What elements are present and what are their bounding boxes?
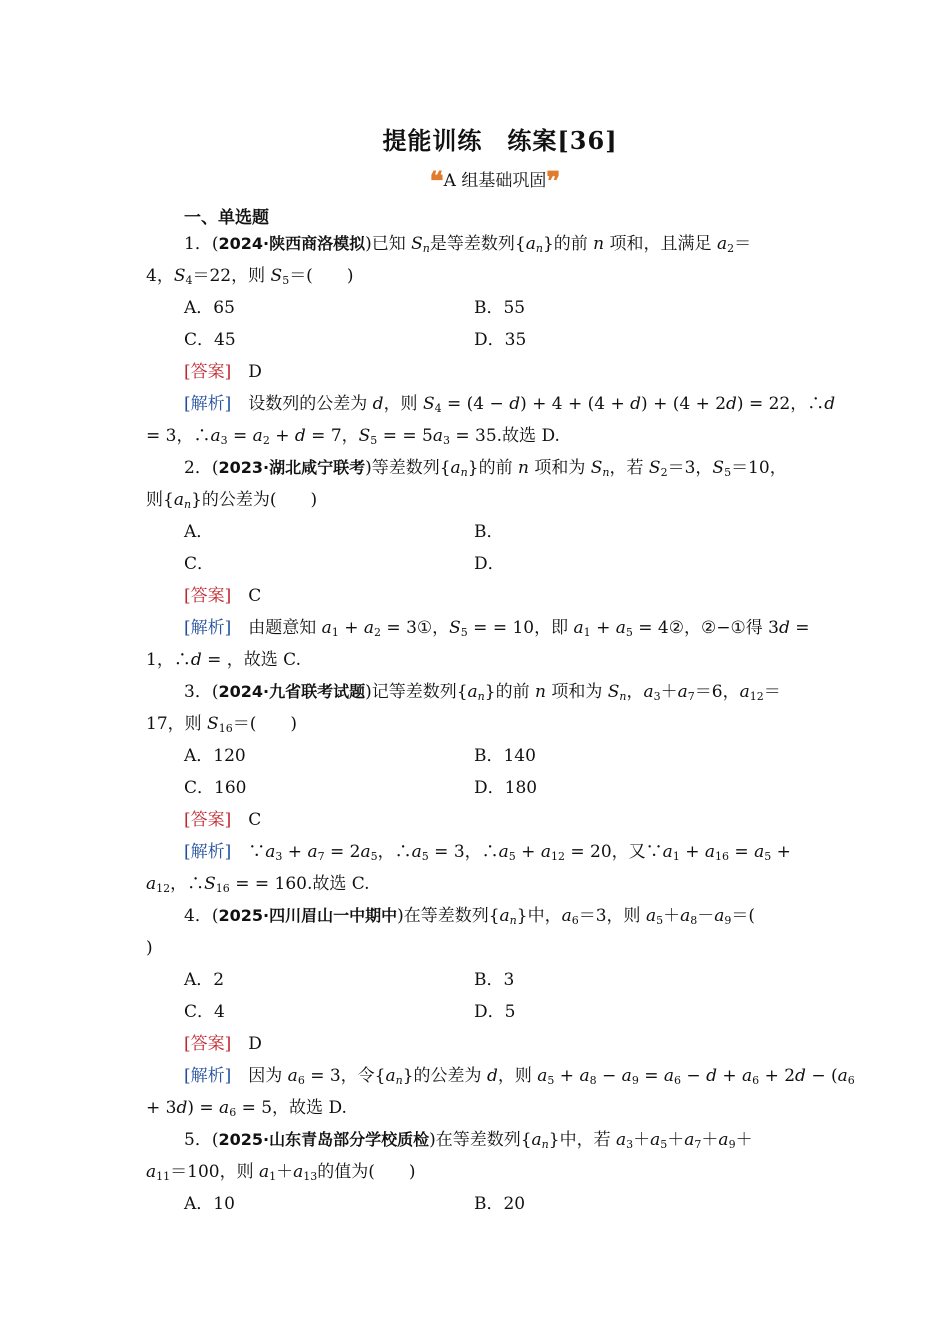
question-3-option-a: A．120 (184, 746, 246, 766)
question-4-option-d: D．5 (474, 1002, 516, 1022)
question-2-answer (184, 585, 806, 607)
question-3-option-c: C．160 (184, 778, 247, 798)
question-2-option-d: D． (474, 554, 505, 574)
question-3-stem-cont: 17，则 $S_{16}=$( ) (146, 714, 297, 735)
question-source: 2025·四川眉山一中期中 (218, 906, 398, 925)
question-2-option-a: A． (184, 522, 214, 542)
explanation-tag: [解析] (184, 1066, 232, 1086)
question-5-stem: 5．(2025·山东青岛部分学校质检)在等差数列$\{a_n\}$中，若 $a_3+a_5+a_7+a_9+$ (184, 1130, 753, 1151)
question-4-option-a: A．2 (184, 970, 225, 990)
question-3-stem: 3．(2024·九省联考试题)记等差数列$\{a_n\}$的前 n 项和为 $S_n$，$a_3+a_7=6$，$a_{12}=$ (184, 682, 781, 703)
question-1-explanation: [解析] 设数列的公差为 d，则 $S_4 = (4 - d) + 4 + (4 + d) + (4 + 2d) = 22$，∴d (184, 394, 836, 415)
question-4-explanation-cont: + $3d) = a_6 = 5$，故选 D. (146, 1098, 347, 1119)
question-source: 2023·湖北咸宁联考 (218, 458, 366, 477)
answer-value: C (248, 810, 262, 830)
question-1-option-a: A．65 (184, 298, 235, 318)
question-3-option-b: B．140 (474, 746, 536, 766)
question-4-option-b: B．3 (474, 970, 515, 990)
close-quote-icon: ❞ (546, 167, 561, 197)
question-5-stem-cont: $a_{11}=100$，则 $a_1+a_{13}$的值为( ) (146, 1162, 416, 1183)
question-2-option-b: B． (474, 522, 504, 542)
question-3-answer (184, 809, 806, 831)
question-1-option-b: B．55 (474, 298, 526, 318)
answer-tag: [答案] (184, 362, 232, 382)
question-1-option-d: D．35 (474, 330, 527, 350)
group-banner (0, 166, 950, 195)
question-4-answer (184, 1033, 806, 1055)
question-2-stem: 2．(2023·湖北咸宁联考)等差数列$\{a_n\}$的前 n 项和为 $S_n$，若 $S_2=3$，$S_5=10$， (184, 458, 787, 479)
question-5-option-b: B．20 (474, 1194, 526, 1214)
question-source: 2024·九省联考试题 (218, 682, 366, 701)
question-2-stem-cont: 则$\{a_n\}$的公差为( ) (146, 490, 318, 511)
answer-value: D (248, 1034, 262, 1054)
explanation-tag: [解析] (184, 394, 232, 414)
question-2-explanation: [解析] 由题意知 $a_1 + a_2$ = 3①，$S_5$ = = 10，即 $a_1 + a_5$ = 4②，②−①得 3d = (184, 618, 810, 639)
question-1-option-c: C．45 (184, 330, 236, 350)
open-quote-icon: ❝ (429, 167, 444, 197)
question-4-option-c: C．4 (184, 1002, 225, 1022)
page-title: 提能训练 练案[36] (382, 126, 618, 155)
question-2-explanation-cont: 1，∴d = ，故选 C. (146, 650, 301, 670)
question-source: 2025·山东青岛部分学校质检 (218, 1130, 430, 1149)
answer-tag: [答案] (184, 586, 232, 606)
answer-value: C (248, 586, 262, 606)
question-3-option-d: D．180 (474, 778, 538, 798)
answer-value: D (248, 362, 262, 382)
answer-tag: [答案] (184, 1034, 232, 1054)
question-3-explanation-cont: $a_{12}$，$\therefore S_{16}$ = = 160.故选 C. (146, 874, 370, 895)
question-4-explanation: [解析] 因为 $a_6 = 3$，令$\{a_n\}$的公差为 d，则 $a_5 + a_8 - a_9 = a_6 - d + a_6 + 2d - (a_6$ (184, 1066, 855, 1087)
explanation-tag: [解析] (184, 618, 232, 638)
answer-tag: [答案] (184, 810, 232, 830)
question-5-option-a: A．10 (184, 1194, 235, 1214)
question-2-option-c: C． (184, 554, 215, 574)
question-4-stem-cont: ) (146, 938, 153, 958)
group-label: A 组基础巩固 (443, 171, 547, 191)
question-4-stem: 4．(2025·四川眉山一中期中)在等差数列$\{a_n\}$中，$a_6=3$，则 $a_5+a_8-a_9=$( (184, 906, 756, 927)
question-source: 2024·陕西商洛模拟 (218, 234, 366, 253)
question-3-explanation: [解析] $\because a_3 + a_7 = 2a_5$，$\therefore a_5 = 3$，$\therefore a_5 + a_{12} = 20$，又$\because a_1 + a_{16} = a_5$ + (184, 842, 791, 863)
question-1-stem: 1．(2024·陕西商洛模拟)已知 $S_n$是等差数列$\{a_n\}$的前 n 项和，且满足 $a_2=$ (184, 234, 752, 255)
section-title: 一、单选题 (184, 208, 269, 228)
explanation-tag: [解析] (184, 842, 232, 862)
question-1-explanation-cont: = 3，$\therefore a_3 = a_2 + d = 7$，$S_5$ = = $5a_3 = 35$.故选 D. (146, 426, 560, 447)
question-1-stem-cont: 4，$S_4=22$，则 $S_5=$( ) (146, 266, 354, 287)
question-1-answer (184, 361, 806, 383)
